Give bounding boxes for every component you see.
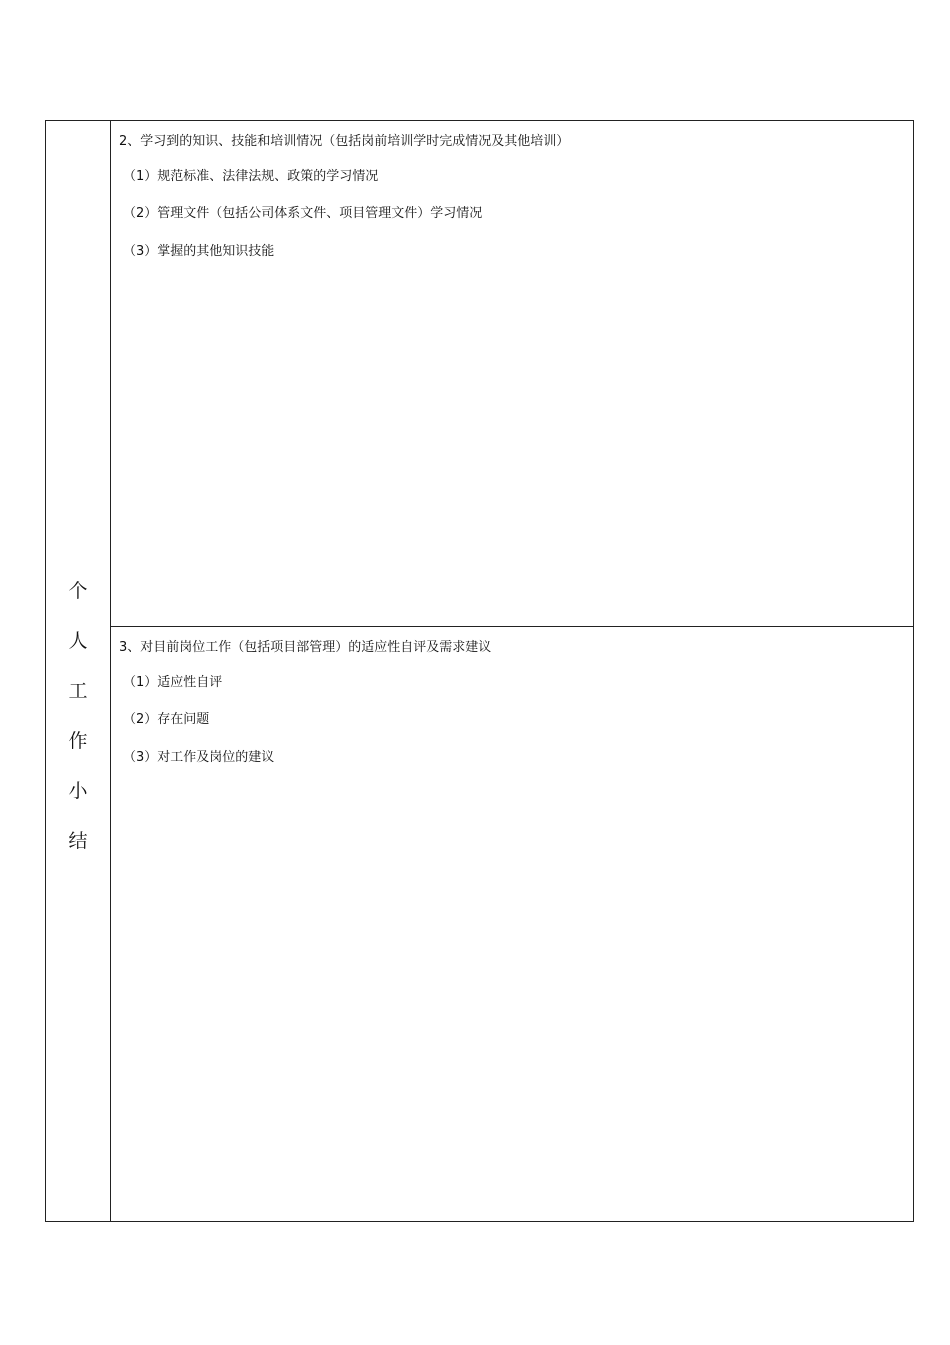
section-learning — [111, 121, 913, 627]
section-item: （3）掌握的其他知识技能 — [123, 244, 275, 259]
section-item: （1）适应性自评 — [123, 675, 223, 690]
side-label-char: 人 — [68, 630, 88, 652]
section-item: （2）管理文件（包括公司体系文件、项目管理文件）学习情况 — [123, 206, 483, 221]
section-item: （2）存在问题 — [123, 712, 210, 727]
side-label-cell — [46, 121, 111, 1221]
side-label-char: 结 — [68, 830, 88, 852]
summary-form-table — [45, 120, 914, 1222]
section-item: （3）对工作及岗位的建议 — [123, 750, 275, 765]
side-label — [46, 573, 110, 873]
side-label-char: 工 — [68, 680, 88, 702]
side-label-char: 作 — [68, 730, 88, 752]
section-self-evaluation — [111, 627, 913, 1221]
side-label-char: 小 — [68, 780, 88, 802]
content-column — [111, 121, 913, 1221]
section-heading: 3、对目前岗位工作（包括项目部管理）的适应性自评及需求建议 — [119, 640, 492, 655]
section-item: （1）规范标准、法律法规、政策的学习情况 — [123, 169, 379, 184]
section-heading: 2、学习到的知识、技能和培训情况（包括岗前培训学时完成情况及其他培训） — [119, 134, 570, 149]
side-label-char: 个 — [68, 580, 88, 602]
